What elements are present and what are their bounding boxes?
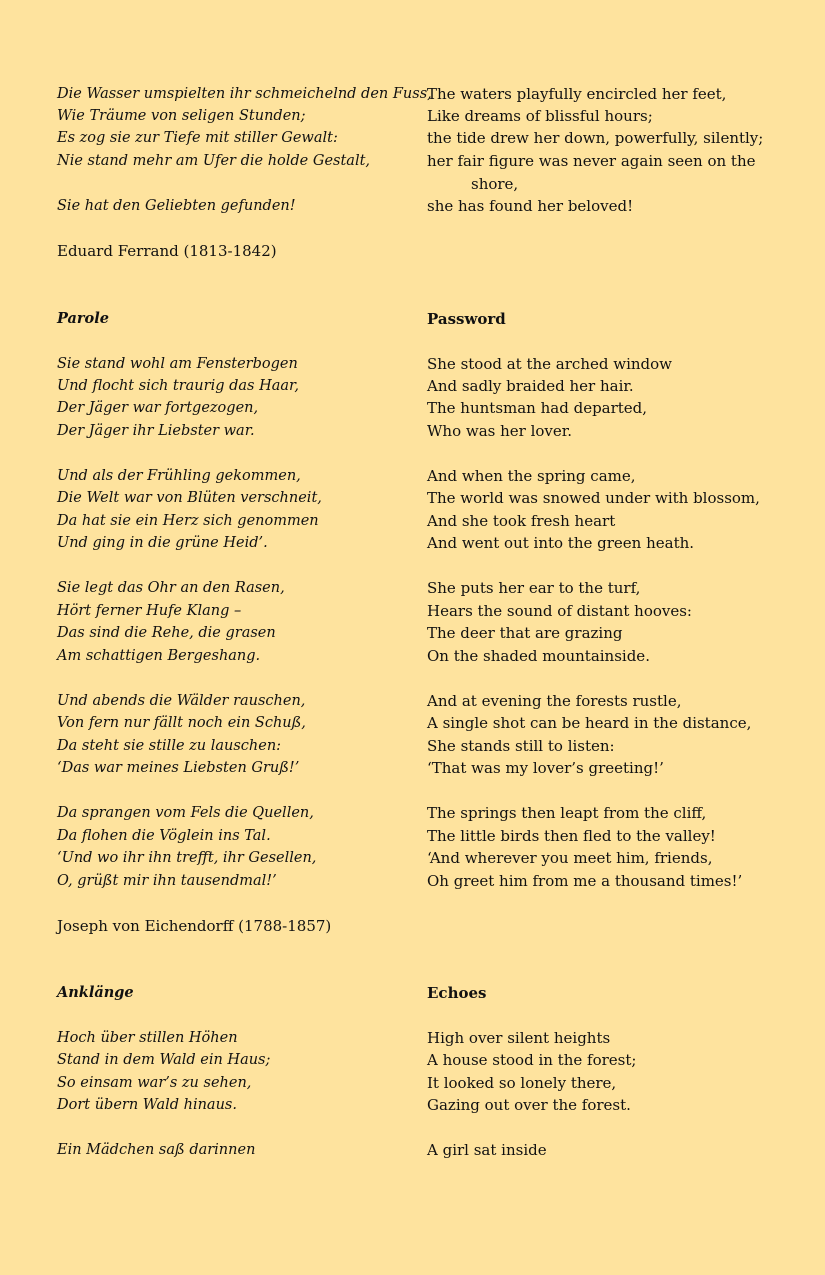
german-line: Wie Träume von seligen Stunden; — [57, 108, 306, 124]
german-line: Da steht sie stille zu lauschen: — [57, 738, 282, 754]
english-line: The waters playfully encircled her feet, — [427, 85, 727, 103]
german-line: Nie stand mehr am Ufer die holde Gestalt, — [57, 153, 371, 169]
poem-title-english: Echoes — [427, 984, 487, 1002]
german-line: Und ging in die grüne Heid’. — [57, 535, 268, 551]
poem-title-german: Parole — [57, 310, 109, 327]
english-line: She stands still to listen: — [427, 737, 615, 755]
german-line: Von fern nur fällt noch ein Schuß, — [57, 715, 306, 731]
english-line: The huntsman had departed, — [427, 399, 648, 417]
english-line: It looked so lonely there, — [427, 1074, 617, 1092]
english-line: On the shaded mountainside. — [427, 647, 650, 665]
german-line: Der Jäger war fortgezogen, — [57, 400, 259, 416]
english-line: The deer that are grazing — [427, 624, 623, 642]
german-line: Am schattigen Bergeshang. — [57, 648, 261, 664]
german-line: ‘Das war meines Liebsten Gruß!’ — [57, 760, 300, 776]
english-line: ‘That was my lover’s greeting!’ — [427, 759, 664, 777]
german-line: Und abends die Wälder rauschen, — [57, 693, 306, 709]
english-line: her fair figure was never again seen on the — [427, 152, 756, 170]
english-line: She stood at the arched window — [427, 355, 673, 373]
german-line: Dort übern Wald hinaus. — [57, 1097, 237, 1113]
english-line: the tide drew her down, powerfully, silently; — [427, 129, 764, 147]
english-line: A single shot can be heard in the distance, — [427, 714, 752, 732]
german-line: So einsam war’s zu sehen, — [57, 1075, 252, 1091]
german-line: Da hat sie ein Herz sich genommen — [57, 513, 319, 529]
english-line: High over silent heights — [427, 1029, 611, 1047]
poem-title-german: Anklänge — [57, 984, 134, 1001]
german-line: Sie hat den Geliebten gefunden! — [57, 198, 296, 214]
german-line: Und als der Frühling gekommen, — [57, 468, 301, 484]
german-line: Da flohen die Vöglein ins Tal. — [57, 828, 271, 844]
english-line: A house stood in the forest; — [427, 1051, 637, 1069]
english-line: The world was snowed under with blossom, — [427, 489, 760, 507]
german-line: Sie legt das Ohr an den Rasen, — [57, 580, 285, 596]
german-line: Die Welt war von Blüten verschneit, — [57, 490, 322, 506]
english-line: And she took fresh heart — [427, 512, 616, 530]
poet-credit: Eduard Ferrand (1813-1842) — [57, 242, 277, 260]
english-line: She puts her ear to the turf, — [427, 579, 641, 597]
german-line: Hoch über stillen Höhen — [57, 1030, 238, 1046]
english-line: A girl sat inside — [427, 1141, 547, 1159]
english-line: The little birds then fled to the valley! — [427, 827, 716, 845]
english-line: And at evening the forests rustle, — [427, 692, 682, 710]
german-line: Ein Mädchen saß darinnen — [57, 1142, 256, 1158]
english-line: Gazing out over the forest. — [427, 1096, 631, 1114]
poem-title-english: Password — [427, 310, 506, 328]
english-line-continuation: shore, — [471, 175, 519, 193]
english-line: Hears the sound of distant hooves: — [427, 602, 692, 620]
german-line: O, grüßt mir ihn tausendmal!’ — [57, 873, 277, 889]
german-line: Der Jäger ihr Liebster war. — [57, 423, 255, 439]
english-line: And went out into the green heath. — [427, 534, 695, 552]
german-line: Die Wasser umspielten ihr schmeichelnd den Fuss, — [57, 86, 432, 102]
english-line: Oh greet him from me a thousand times!’ — [427, 872, 743, 890]
german-line: Stand in dem Wald ein Haus; — [57, 1052, 271, 1068]
german-line: Das sind die Rehe, die grasen — [57, 625, 276, 641]
german-line: Es zog sie zur Tiefe mit stiller Gewalt: — [57, 130, 338, 146]
english-line: Who was her lover. — [427, 422, 573, 440]
german-line: Sie stand wohl am Fensterbogen — [57, 356, 298, 372]
german-line: Hört ferner Hufe Klang – — [57, 603, 242, 619]
english-line: And when the spring came, — [427, 467, 636, 485]
german-line: Da sprangen vom Fels die Quellen, — [57, 805, 314, 821]
german-line: ‘Und wo ihr ihn trefft, ihr Gesellen, — [57, 850, 317, 866]
english-line: And sadly braided her hair. — [427, 377, 634, 395]
english-line: she has found her beloved! — [427, 197, 634, 215]
english-line: ‘And wherever you meet him, friends, — [427, 849, 713, 867]
english-line: The springs then leapt from the cliff, — [427, 804, 707, 822]
german-line: Und flocht sich traurig das Haar, — [57, 378, 299, 394]
poet-credit: Joseph von Eichendorff (1788-1857) — [57, 917, 332, 935]
english-line: Like dreams of blissful hours; — [427, 107, 653, 125]
